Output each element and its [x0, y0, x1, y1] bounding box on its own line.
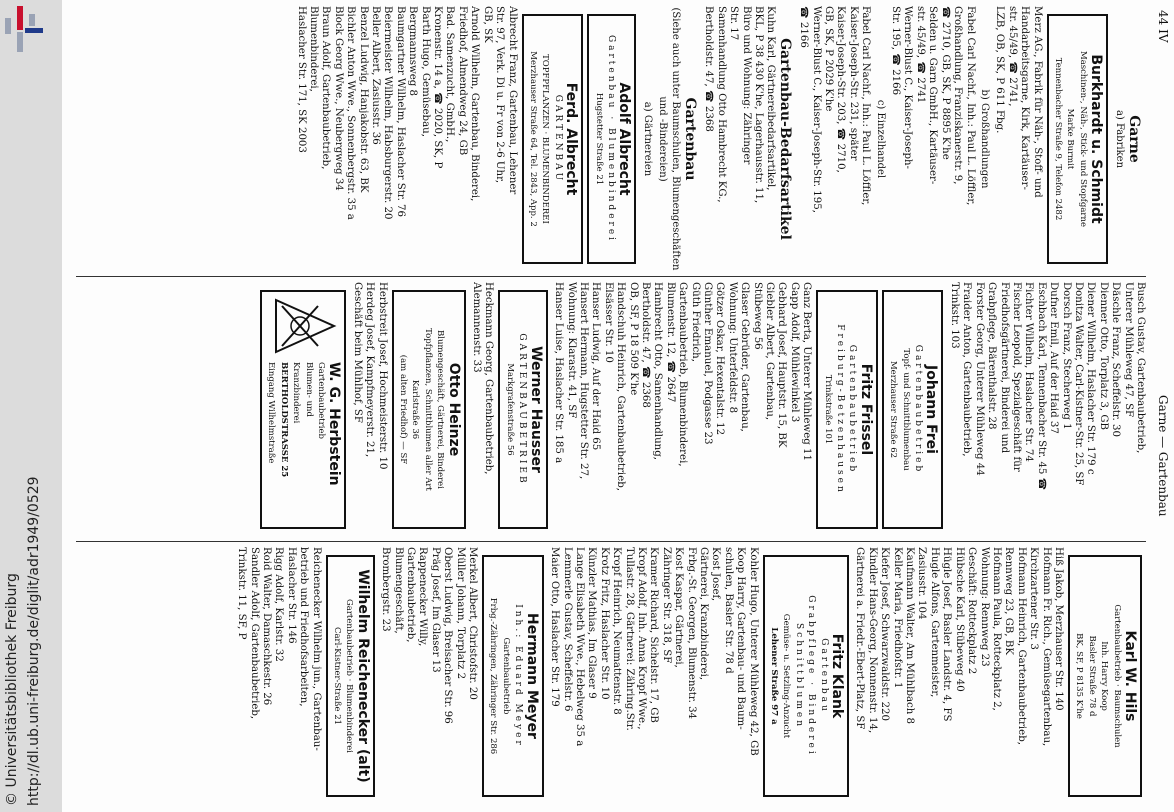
- directory-entry: Hanser Luise, Haslacher Str. 185 a: [553, 282, 565, 464]
- directory-entry: Kuhn Karl, Gärtnereibedarfsartikel,: [765, 6, 777, 191]
- running-title: Garne — Gartenbau: [1156, 395, 1170, 517]
- directory-entry: Fischer Leopold, Spezialgeschäft für: [1010, 282, 1022, 472]
- directory-entry: Bichler Anton Wwe., Sonnenbergstr. 35 a: [345, 6, 357, 220]
- directory-entry: Stübeweg 56: [751, 282, 763, 350]
- directory-entry: ☎ 2166: [798, 6, 810, 48]
- ad-hermann-meyer: [482, 555, 544, 797]
- ad-adolf-albrecht: [587, 14, 636, 264]
- directory-entry: Kiefer Josef, Schwarzwaldstr. 220: [879, 547, 891, 722]
- ad-line: Topfpflanzen, Schnittblumen aller Art: [422, 328, 433, 491]
- ad-line: Freiburg-Betzenhausen: [835, 324, 846, 495]
- subsection-fabriken: a) Fabriken: [1113, 109, 1125, 169]
- ad-fritz-frissel: [816, 290, 878, 529]
- ad-name: Fritz Klank: [829, 633, 846, 719]
- directory-entry: Kindler Hans-Georg, Nonnenstr. 14,: [866, 547, 878, 734]
- ad-johann-frei: [882, 290, 944, 529]
- directory-entry: Herdeg Josef, Kampfmeyerstr. 21,: [364, 282, 376, 458]
- directory-entry: Gärtnerei, Kranzbinderei,: [698, 547, 709, 681]
- directory-entry: Bergmannsweg 8: [407, 6, 419, 96]
- ad-name: Johann Frei: [923, 365, 940, 454]
- directory-entry: Beiermeister Wilhelm, Habsburgerstr. 20: [382, 6, 394, 220]
- ad-line: Carl-Kistner-Straße 21: [332, 626, 343, 726]
- directory-entry: Künzler Mathias, Im Glaser 9: [586, 547, 598, 699]
- entry-list: [889, 6, 976, 272]
- viewer-sidebar: [0, 0, 62, 812]
- directory-entry: Maier Otto, Haslacher Str. 179: [549, 547, 561, 707]
- directory-entry: Selden u. Garn GmbH., Kartäuser-: [927, 6, 939, 185]
- section-title-garne: Garne: [1126, 115, 1142, 163]
- ad-line: Inh.: Eduard Meyer: [513, 604, 524, 748]
- ad-line: Inh. Harry Koop: [1099, 641, 1110, 711]
- page-header: [1150, 0, 1170, 812]
- ad-line: Merzhauser Straße 62: [888, 360, 899, 459]
- directory-entry: Dorsch Franz, Stecherweg 1: [1060, 282, 1072, 430]
- directory-entry: Heckmann Georg, Gartenbaubetrieb,: [483, 282, 495, 475]
- directory-entry: Donitza Walter, Carl-Kistner-Str. 25, SF: [1072, 282, 1084, 486]
- directory-entry: Präg Josef, Im Glaser 13: [429, 547, 441, 673]
- ad-burkhardt-schmidt: [1047, 14, 1109, 264]
- ad-line: Gartenbaubetrieb: [847, 344, 858, 475]
- ad-name: Otto Heinze: [445, 362, 462, 457]
- directory-entry: str. 45/49, ☎ 2741: [914, 6, 926, 104]
- directory-entry: Oberst Ludwig, Breisacher Str. 96: [442, 547, 454, 724]
- directory-entry: Bertholdstr. 47, ☎ 2368: [639, 282, 651, 408]
- directory-entry: LZB, OB, SK, P 611 Fbg.: [994, 6, 1006, 134]
- ad-name: W. G. Herbstein: [326, 362, 343, 486]
- directory-entry: Benzel Ludwig, Hanjakobstr. 63, BK: [357, 6, 369, 193]
- directory-entry: Fabel Carl Nachf., Inh.: Paul L. Löffler,: [964, 6, 976, 206]
- directory-entry: Wohnung: Unterfeldstr. 8: [726, 282, 738, 414]
- directory-entry: Hübsche Karl, Stübeweg 40: [953, 547, 965, 692]
- directory-entry: Hügle Josef, Basler Landstr. 4, FS: [941, 547, 953, 722]
- ad-line: Hugstetter Straße 21: [593, 92, 604, 186]
- entry-list: [350, 282, 387, 537]
- ad-line: Blumen- und: [303, 362, 314, 417]
- directory-entry: Fichter Wilhelm, Haslacher Str. 74: [1023, 282, 1035, 462]
- ad-line: Maschinen-, Näh-, Stick- und Stopfgarne: [1077, 50, 1088, 227]
- ad-line: Marke Burmit: [1065, 108, 1076, 170]
- directory-entry: Geschäft: Rotteckplatz 2: [966, 547, 978, 675]
- directory-entry: Dufner Emil, Auf der Haid 37: [1048, 282, 1060, 434]
- directory-entry: Blumenstr. 12, ☎ 2647: [664, 282, 676, 403]
- directory-entry: schulen, Basler Str. 78 d: [722, 547, 734, 674]
- directory-entry: Eschbach Karl, Tennenbacher Str. 45 ☎: [1035, 282, 1047, 491]
- column-divider: [76, 541, 1146, 542]
- directory-entry: Trinkstr. 103: [948, 282, 960, 349]
- ad-line: Gartenbaubetrieb: [500, 637, 511, 715]
- directory-entry: str. 45/49, ☎ 2741,: [1006, 6, 1018, 107]
- directory-entry: Dienner Otto, Torplatz 3, GB: [1097, 282, 1109, 431]
- directory-entry: Handschuh Heinrich, Gartenbaubetrieb,: [615, 282, 627, 491]
- directory-entry: Hofmann Paula, Rotteckplatz 2,: [990, 547, 1002, 711]
- directory-entry: Friedhof, Almendweg 24, GB: [456, 6, 468, 156]
- directory-entry: Großhandlung, Franziskanerstr. 9,: [952, 6, 964, 185]
- directory-entry: Elsässer Str. 10: [602, 282, 614, 363]
- ad-line: Gartenbaubetrieb: [913, 344, 924, 475]
- directory-entry: GB, SK, P 2029 K'he: [823, 6, 835, 112]
- directory-entry: Güth Friedrich,: [689, 282, 701, 362]
- directory-entry: Merz AG., Fabrik für Näh-, Stoff- und: [1031, 6, 1043, 198]
- directory-entry: Werner-Blust C., Kaiser-Joseph-Str. 195,: [810, 6, 822, 213]
- directory-entry: Büro und Wohnung: Zähringer: [740, 6, 752, 165]
- ad-line: Frbg.-Zähringen, Zähringer Str. 286: [488, 597, 499, 755]
- entry-list: [470, 282, 495, 537]
- directory-entry: Reichenecker Wilhelm jun., Gartenbau-: [310, 547, 322, 751]
- entry-list: [548, 547, 759, 805]
- directory-entry: Krotz Fritz, Haslacher Str. 10: [598, 547, 610, 700]
- directory-entry: Rigg Adolf, Karlstr. 32: [273, 547, 285, 662]
- ad-line: Grabpflege · Binderei: [806, 595, 817, 757]
- directory-entry: Trinkstr. 11, SF, P: [236, 547, 248, 640]
- directory-entry: Brombergstr. 23: [380, 547, 392, 632]
- ad-herbstein: [260, 290, 346, 529]
- ad-line: Kranzbinderei: [291, 362, 302, 424]
- directory-entry: Götzer Oskar, Hexentalstr. 12: [714, 282, 726, 436]
- ad-line: (am alten Friedhof) — SF: [398, 354, 409, 465]
- entry-list: [993, 6, 1043, 272]
- directory-entry: Hofmann Heinrich, Gartenbaubetrieb,: [1015, 547, 1027, 745]
- directory-entry: Gapp Adolf, Mühlewinkel 3: [788, 282, 800, 423]
- directory-entry: Hanser Ludwig, Auf der Haid 65: [590, 282, 602, 451]
- ad-line: Schnittblumen: [793, 622, 804, 729]
- ad-line: Gartenbaubetrieb · Blumenbinderei: [344, 599, 355, 753]
- column-2: [256, 282, 1146, 537]
- ad-line: Lehener Straße 97 a: [769, 627, 780, 725]
- directory-entry: Hiß Jakob, Merzhauser Str. 140: [1052, 547, 1064, 711]
- directory-entry: Samenhandlung Otto Hambrecht KG.,: [715, 6, 727, 203]
- directory-entry: Block Georg Wwe., Neubergweg 34: [332, 6, 344, 191]
- ad-line: Markgrafenstraße 56: [504, 363, 515, 456]
- directory-entry: GB, SK: [481, 6, 493, 43]
- entry-list: [948, 282, 1147, 537]
- ad-name: Werner Hausser: [527, 346, 544, 473]
- ad-name: Ferd. Albrecht: [563, 82, 580, 196]
- directory-entry: Kohler Hugo, Unterer Mühleweg 42, GB: [747, 547, 759, 756]
- source-url-link[interactable]: http://dl.ub.uni-freiburg.de/diglit/adr1949/0529: [26, 476, 42, 806]
- directory-entry: Kaiser-Joseph-Str. 203, ☎ 2710,: [835, 6, 847, 173]
- directory-entry: Beller Albert, Zasiusstr. 36: [370, 6, 382, 145]
- directory-entry: Alemannenstr. 33: [471, 282, 483, 373]
- directory-entry: Busch Gustav, Gartenbaubetrieb,: [1135, 282, 1146, 454]
- ad-line: Gartenbaubetrieb: [316, 362, 327, 439]
- directory-entry: Barth Hugo, Gemüsebau,: [419, 6, 431, 137]
- directory-entry: BKL, P 38 430 K'he, Lagerhausstr. 11,: [753, 6, 765, 204]
- gartenbau-note: (Siehe auch unter Baumschulen, Blumengeschäften und -Bindereien): [657, 7, 681, 271]
- ad-line: Topf- und Schnittblumenbau: [900, 348, 911, 471]
- ad-line: Gartenbaubetrieb · Baumschulen: [1111, 604, 1122, 748]
- directory-entry: Forster Georg, Unterer Mühleweg 44: [973, 282, 985, 476]
- ad-name: Fritz Frissel: [857, 363, 874, 456]
- directory-entry: Gartenbaubetrieb, Blumenbinderei,: [677, 282, 689, 467]
- directory-entry: Kaufmann Walter, Am Mühlbach 8: [904, 547, 916, 725]
- directory-entry: Arnold Wilhelm, Gartenbau, Binderei,: [469, 6, 481, 202]
- directory-entry: Roid Walter, Damaschkestr. 26: [261, 547, 272, 706]
- scanned-page: [62, 0, 1174, 812]
- directory-entry: Sandler Adolf, Gartenbaubetrieb,: [248, 547, 260, 720]
- directory-entry: Rennweg 23, GB, BK: [1003, 547, 1015, 655]
- ad-karl-hils: [1068, 555, 1142, 797]
- directory-entry: Tullastr. 28, Gärtnerei: Zähring.Str.: [623, 547, 635, 731]
- directory-entry: Gärtnerei a. Friedr.-Ebert-Platz, SF: [854, 547, 866, 730]
- gardener-emblem-icon: [268, 296, 338, 356]
- university-logo-icon: [3, 4, 45, 54]
- page-content: [62, 0, 1174, 812]
- directory-entry: Kirchzartener Str. 3: [1028, 547, 1040, 650]
- directory-entry: Zähringer Str. 318, SF: [660, 547, 672, 664]
- directory-entry: Blumengeschäft,: [392, 547, 404, 634]
- directory-entry: Kost Josef,: [710, 547, 722, 602]
- directory-entry: Braun Adolf, Gartenbaubetrieb,: [320, 6, 332, 170]
- entry-list: [379, 547, 478, 805]
- entry-list: [702, 6, 776, 272]
- directory-entry: Handarbeitsgarne, Kirk, Kartäuser-: [1019, 6, 1031, 190]
- directory-entry: Kronenstr. 14 a, ☎ 2020, SK, P: [432, 6, 444, 169]
- directory-entry: Friedhofsgärtnerei, Binderei und: [998, 282, 1010, 454]
- entry-list: [797, 6, 871, 272]
- directory-entry: Haslacher Str. 171, SK 2003: [295, 6, 307, 153]
- subsection-grosshandlungen: b) Großhandlungen: [978, 89, 990, 189]
- directory-entry: Blumenbinderei,: [308, 6, 320, 92]
- directory-entry: Albrecht Franz, Gartenbau, Lehener: [506, 6, 518, 195]
- ad-line: BK, SF, P 8135 K'he: [1074, 633, 1085, 719]
- directory-entry: Hugle Alfons, Gartenmeister,: [928, 547, 940, 698]
- directory-entry: Werner-Blust C., Kaiser-Joseph-: [902, 6, 914, 169]
- ad-line: Merzhauser Straße 64, Tel. 2843, App. 2: [527, 51, 538, 227]
- directory-entry: Bad. Samenzucht, GmbH.,: [444, 6, 456, 143]
- ad-name: Karl W. Hils: [1122, 630, 1138, 722]
- directory-entry: Kramer Richard, Sichelstr. 17, GB: [648, 547, 660, 723]
- page-number: 44 IV: [1156, 10, 1170, 43]
- ad-line: Gemüse- u. Setzling-Anzucht: [781, 613, 792, 739]
- directory-entry: Gartenbaubetrieb,: [405, 547, 417, 643]
- directory-entry: Günther Emanuel, Podgasse 23: [702, 282, 713, 445]
- directory-entry: Herbstreit Josef, Hochmeisterstr. 10: [376, 282, 388, 470]
- directory-entry: Geschäft beim Mühlhof, SF: [351, 282, 363, 423]
- directory-entry: Koop Harry, Gartenbau- und Baum-: [735, 547, 747, 730]
- ad-line: TOPFPFLANZEN · BLUMENBINDEREI: [540, 54, 551, 224]
- ad-name: Adolf Albrecht: [616, 82, 633, 196]
- directory-entry: Rappenecker Willy,: [417, 547, 429, 647]
- ad-line: Blumengeschäft, Gärtnerei, Binderei: [435, 330, 446, 489]
- copyright-text: © Universitätsbibliothek Freiburg: [4, 573, 20, 806]
- directory-entry: Gebhard Josef, Hauptstr. 15, BK: [776, 282, 788, 448]
- directory-entry: Wohnung: Rennweg 23: [978, 547, 990, 667]
- directory-entry: Müller Johann, Torplatz 2: [454, 547, 466, 680]
- column-divider: [76, 276, 1146, 277]
- ad-line: Eingang Wilhelmstraße: [266, 362, 277, 464]
- directory-entry: Lemmerle Gustav, Scheffelstr. 6: [561, 547, 573, 712]
- directory-entry: Hofmann Fr. Rich., Gemüsegartenbau,: [1040, 547, 1052, 747]
- directory-entry: Bertholdstr. 47, ☎ 2368: [703, 6, 715, 132]
- directory-entry: Haslacher Str. 146: [285, 547, 297, 644]
- ad-fritz-klank: [763, 555, 849, 797]
- directory-entry: Grabpflege, Bärenthalstr. 28: [986, 282, 998, 430]
- directory-entry: Baumgartner Wilhelm, Haslacher Str. 76: [394, 6, 406, 218]
- ad-line: Tennenbacher Straße 9, Telefon 2482: [1052, 57, 1063, 221]
- ad-line: GARTENBAUBETRIEB: [517, 333, 528, 486]
- directory-entry: Glaser Gebrüder, Gartenbau,: [739, 282, 751, 432]
- directory-entry: Zasiusstr. 104: [916, 547, 928, 620]
- directory-entry: Str. 195, ☎ 2166: [890, 6, 902, 96]
- directory-entry: Unterer Mühleweg 47, SF: [1122, 282, 1134, 418]
- ad-name: Burkhardt u. Schmidt: [1088, 54, 1105, 224]
- ad-line: Basler Straße 78 d: [1086, 635, 1097, 717]
- entry-list: [235, 547, 322, 805]
- directory-entry: Fraider Anton, Gartenbaubetrieb,: [961, 282, 973, 457]
- directory-entry: Diener Wilhelm, Haslacher Str. 179 c: [1085, 282, 1097, 475]
- directory-entry: Hambrecht Otto, Samenhandlung,: [652, 282, 664, 460]
- directory-entry: Hansert Hermann, Hugstetter Str. 27,: [577, 282, 589, 480]
- directory-entry: Ganz Berta, Unterer Mühleweg 11: [801, 282, 813, 461]
- ad-ferd-albrecht: [522, 14, 584, 264]
- directory-entry: betrieb und Friedhofsarbeiten,: [298, 547, 310, 707]
- directory-entry: ☎ 2710, GB, SK, P 8895 K'he: [939, 6, 951, 160]
- ad-name: Hermann Meyer: [523, 613, 540, 739]
- ad-werner-hausser: [499, 290, 548, 529]
- directory-entry: Kropf Heinrich, Neumattenstr. 8: [611, 547, 623, 715]
- column-3: [235, 547, 1146, 805]
- directory-entry: Frbg.-St. Georgen, Blumenstr. 34: [685, 547, 697, 720]
- subsection-einzelhandel: c) Einzelhandel: [874, 99, 886, 179]
- directory-entry: Keller Maria, Friedhofstr. 1: [891, 547, 903, 689]
- column-1: [294, 6, 1146, 272]
- directory-entry: Kaiser-Joseph-Str. 231, später: [847, 6, 859, 161]
- directory-entry: Kropf Adolf, Inh. Anna Kropf Wwe.,: [635, 547, 647, 730]
- section-title-bedarfsartikel: Gartenbau-Bedarfsartikel: [776, 38, 793, 240]
- ad-otto-heinze: [392, 290, 466, 529]
- directory-entry: Str. 17: [728, 6, 740, 41]
- directory-entry: Däschle Franz, Scheffelstr. 30: [1110, 282, 1122, 437]
- entry-list: [552, 282, 813, 537]
- entry-list: [294, 6, 517, 272]
- directory-entry: Kost Kaspar, Gärtnerei,: [673, 547, 685, 668]
- ad-wilhelm-reichenecker: [326, 555, 375, 797]
- ad-name: Wilhelm Reichenecker (alt): [354, 569, 371, 783]
- directory-entry: Merkel Albert, Christofstr. 20: [467, 547, 479, 700]
- directory-entry: Wohnung: Klarastr. 41, SF: [565, 282, 577, 419]
- directory-entry: Fabel Carl Nachf., Inh.: Paul L. Löffler,: [860, 6, 872, 206]
- ad-line: Gartenbau · Blumenbinderei: [605, 34, 616, 244]
- directory-entry: OB, SF, P 18 509 K'he: [627, 282, 639, 396]
- directory-entry: Lange Elisabeth Wwe., Hebelweg 35 a: [573, 547, 585, 747]
- ad-line: Trinkstraße 101: [822, 374, 833, 445]
- ad-line: GARTENBAU: [552, 94, 563, 184]
- directory-entry: Str. 97, Verk. Di u. Fr von 2-6 Uhr,: [494, 6, 506, 184]
- subsection-gaertnereien: a) Gärtnereien: [641, 101, 653, 177]
- directory-entry: Giebler Albert, Gartenbau,: [764, 282, 776, 421]
- section-title-gartenbau: Gartenbau: [682, 97, 698, 181]
- ad-line: BERTHOLDSTRASSE 25: [278, 362, 289, 478]
- ad-line: Gartenbau: [818, 638, 829, 714]
- entry-list: [853, 547, 1064, 805]
- ad-line: Karlstraße 36: [410, 379, 421, 440]
